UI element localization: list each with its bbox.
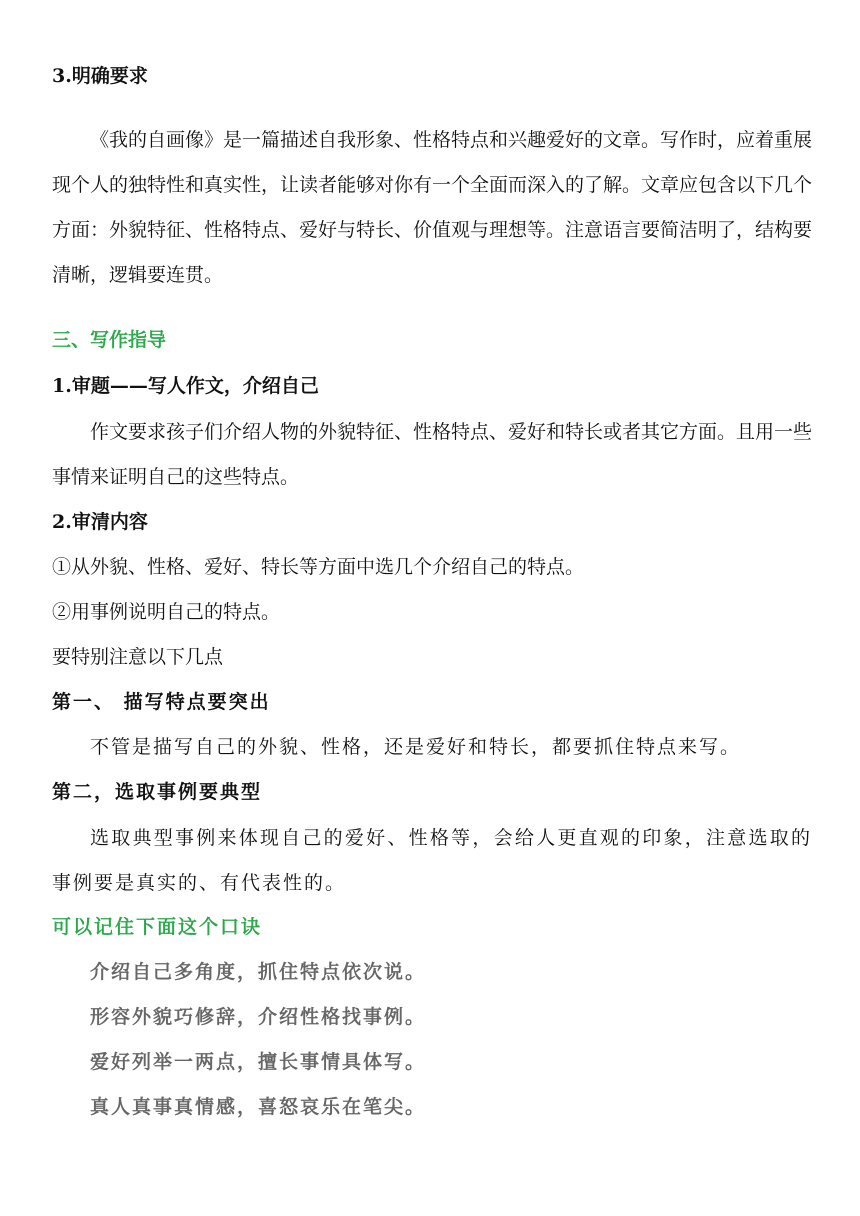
mnemonic-title: 可以记住下面这个口诀 bbox=[52, 916, 263, 938]
note-text: 要特别注意以下几点 bbox=[52, 646, 224, 668]
point2-title: 第二，选取事例要典型 bbox=[52, 781, 263, 803]
sub1-paragraph: 作文要求孩子们介绍人物的外貌特征、性格特点、爱好和特长或者其它方面。且用一些事情来证明自己的这些特点。 bbox=[52, 421, 813, 488]
sub2-title: 2.审清内容 bbox=[52, 511, 148, 533]
mnemonic-line: 爱好列举一两点，擅长事情具体写。 bbox=[90, 1051, 427, 1073]
point1-text: 不管是描写自己的外貌、性格，还是爱好和特长，都要抓住特点来写。 bbox=[90, 736, 742, 758]
mnemonic-line: 介绍自己多角度，抓住特点依次说。 bbox=[90, 961, 427, 983]
intro-paragraph: 《我的自画像》是一篇描述自我形象、性格特点和兴趣爱好的文章。写作时，应着重展现个人的独特性和真实性，让读者能够对你有一个全面而深入的了解。文章应包含以下几个方面：外貌特征、性格特点、爱好与特长、价值观与理想等。注意语言要简洁明了，结构要清晰，逻辑要连贯。 bbox=[52, 129, 813, 286]
point2-paragraph: 选取典型事例来体现自己的爱好、性格等，会给人更直观的印象，注意选取的事例要是真实的、有代表性的。 bbox=[52, 827, 812, 894]
content-item-2: ②用事例说明自己的特点。 bbox=[52, 601, 281, 623]
point1-title: 第一、 描写特点要突出 bbox=[52, 691, 271, 713]
heading-3: 3.明确要求 bbox=[52, 65, 148, 87]
sub1-title: 1.审题——写人作文，介绍自己 bbox=[52, 375, 319, 397]
content-item-1: ①从外貌、性格、爱好、特长等方面中选几个介绍自己的特点。 bbox=[52, 556, 585, 578]
mnemonic-line: 真人真事真情感，喜怒哀乐在笔尖。 bbox=[90, 1096, 427, 1118]
mnemonic-line: 形容外貌巧修辞，介绍性格找事例。 bbox=[90, 1006, 427, 1028]
section-title: 三、写作指导 bbox=[52, 329, 167, 351]
